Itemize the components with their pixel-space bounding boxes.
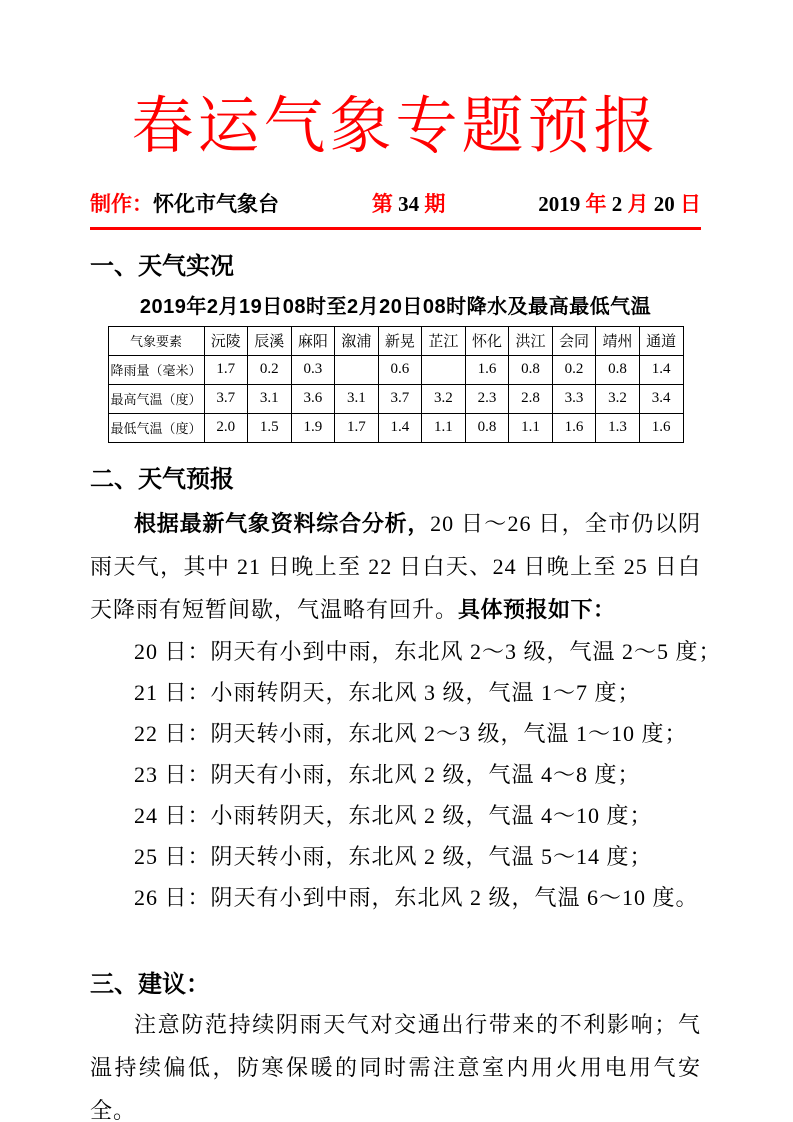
table-cell: 1.7	[335, 413, 379, 442]
forecast-item-day23: 23 日：阴天有小雨，东北风 2 级，气温 4～8 度；	[134, 761, 641, 787]
table-cell	[335, 355, 379, 384]
issue-date	[538, 188, 701, 218]
weather-observation-table	[108, 326, 684, 443]
forecast-item-day26: 26 日：阴天有小到中雨，东北风 2 级，气温 6～10 度。	[134, 884, 699, 910]
table-cell: 0.2	[552, 355, 596, 384]
table-cell: 3.1	[248, 384, 292, 413]
intro-bold-lead: 根据最新气象资料综合分析，	[134, 510, 431, 536]
intro-body-text: 20 日～26 日，全市仍以阴雨天气，其中 21 日晚上至 22 日白天、24 日晚上至 25 日白天降雨有短暂间歇，气温略有回升。	[90, 510, 701, 622]
table-cell: 1.5	[248, 413, 292, 442]
table-cell: 1.4	[378, 413, 422, 442]
document-title: 春运气象专题预报	[131, 93, 660, 161]
column-header: 通道	[639, 326, 683, 355]
table-cell: 0.6	[378, 355, 422, 384]
date-month: 2	[606, 191, 628, 216]
producer-name: 怀化市气象台	[153, 192, 279, 216]
table-cell: 3.2	[596, 384, 640, 413]
table-cell: 2.8	[509, 384, 553, 413]
date-day-unit: 日	[680, 192, 701, 216]
column-header: 会同	[552, 326, 596, 355]
table-cell: 2.3	[465, 384, 509, 413]
table-cell: 1.4	[639, 355, 683, 384]
row-label: 最高气温（度）	[108, 384, 204, 413]
forecast-intro-paragraph	[90, 502, 701, 631]
date-month-unit: 月	[627, 192, 649, 216]
column-header: 麻阳	[291, 326, 335, 355]
column-header: 气象要素	[108, 326, 204, 355]
table-cell: 3.6	[291, 384, 335, 413]
column-header: 洪江	[509, 326, 553, 355]
table-cell: 0.3	[291, 355, 335, 384]
table-cell: 3.2	[422, 384, 466, 413]
column-header: 芷江	[422, 326, 466, 355]
table-cell: 0.8	[596, 355, 640, 384]
column-header: 新晃	[378, 326, 422, 355]
weather-table-title: 2019年2月19日08时至2月20日08时降水及最高最低气温	[139, 295, 652, 318]
issue-prefix: 第	[371, 192, 393, 216]
table-row-max-temp	[108, 384, 683, 413]
producer-label: 制作：	[90, 192, 153, 216]
issue-suffix: 期	[424, 192, 446, 216]
table-cell: 0.2	[248, 355, 292, 384]
table-cell: 0.8	[509, 355, 553, 384]
intro-bold-tail: 具体预报如下：	[458, 596, 616, 622]
table-cell: 3.3	[552, 384, 596, 413]
table-row-rainfall	[108, 355, 683, 384]
table-cell: 3.7	[378, 384, 422, 413]
table-cell: 1.6	[465, 355, 509, 384]
section3-heading: 三、建议：	[90, 970, 210, 998]
row-label: 最低气温（度）	[108, 413, 204, 442]
table-cell: 3.4	[639, 384, 683, 413]
row-label: 降雨量（毫米）	[108, 355, 204, 384]
table-row-min-temp	[108, 413, 683, 442]
table-cell	[422, 355, 466, 384]
forecast-item-day24: 24 日：小雨转阴天，东北风 2 级，气温 4～10 度；	[134, 802, 653, 828]
forecast-item-day20: 20 日：阴天有小到中雨，东北风 2～3 级，气温 2～5 度；	[134, 638, 722, 664]
table-header-row	[108, 326, 683, 355]
column-header: 怀化	[465, 326, 509, 355]
forecast-item-day25: 25 日：阴天转小雨，东北风 2 级，气温 5～14 度；	[134, 843, 653, 869]
table-cell: 1.3	[596, 413, 640, 442]
issue-number	[372, 188, 446, 218]
advice-paragraph: 注意防范持续阴雨天气对交通出行带来的不利影响；气温持续偏低，防寒保暖的同时需注意室内用火用电用气安全。	[90, 1011, 701, 1122]
section2-heading: 二、天气预报	[90, 465, 234, 493]
table-cell: 3.1	[335, 384, 379, 413]
table-cell: 1.7	[204, 355, 248, 384]
meta-row	[90, 188, 701, 230]
forecast-item-day21: 21 日：小雨转阴天，东北风 3 级，气温 1～7 度；	[134, 679, 641, 705]
table-cell: 1.9	[291, 413, 335, 442]
table-cell: 1.1	[422, 413, 466, 442]
column-header: 沅陵	[204, 326, 248, 355]
table-cell: 1.6	[552, 413, 596, 442]
column-header: 溆浦	[335, 326, 379, 355]
producer	[90, 188, 279, 218]
issue-value: 34	[392, 191, 425, 216]
daily-forecast-list	[90, 631, 722, 918]
column-header: 辰溪	[248, 326, 292, 355]
table-cell: 2.0	[204, 413, 248, 442]
column-header: 靖州	[596, 326, 640, 355]
forecast-item-day22: 22 日：阴天转小雨，东北风 2～3 级，气温 1～10 度；	[134, 720, 688, 746]
section1-heading: 一、天气实况	[90, 252, 234, 280]
date-year: 2019	[538, 191, 586, 216]
date-day: 20	[648, 191, 680, 216]
table-cell: 3.7	[204, 384, 248, 413]
date-year-unit: 年	[585, 192, 607, 216]
table-cell: 1.1	[509, 413, 553, 442]
table-cell: 1.6	[639, 413, 683, 442]
table-cell: 0.8	[465, 413, 509, 442]
